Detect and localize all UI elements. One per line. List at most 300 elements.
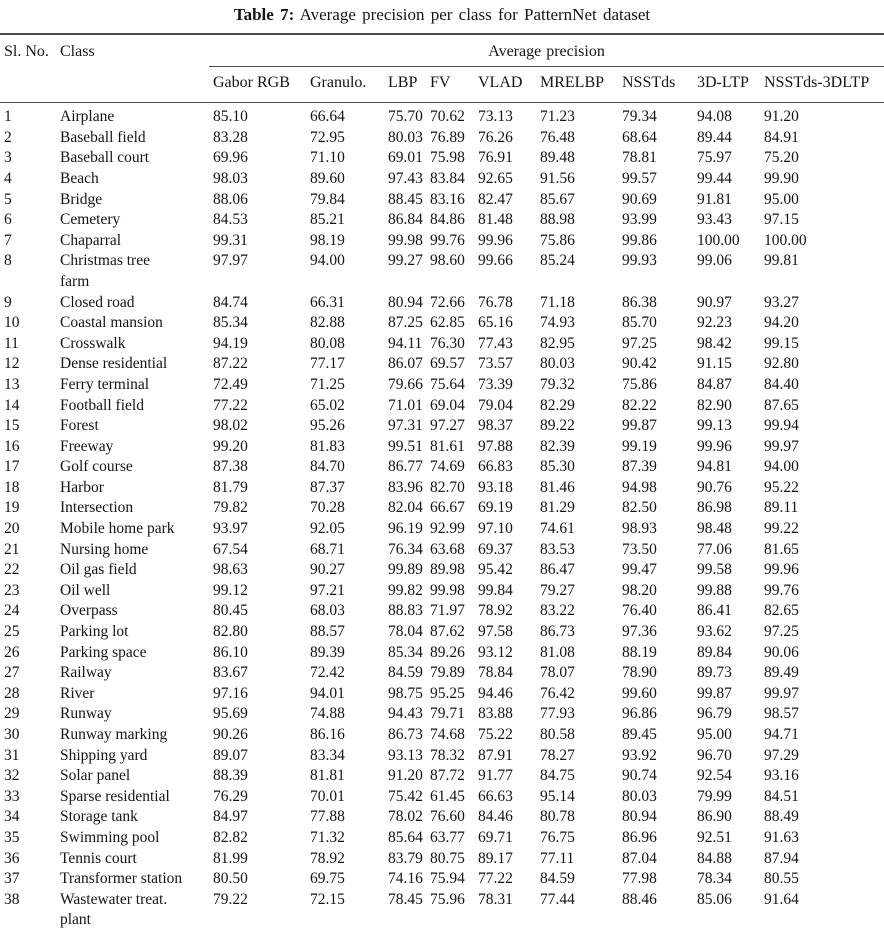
value-cell: 82.47 xyxy=(478,190,513,208)
table-row xyxy=(0,540,884,561)
value-cell: 85.21 xyxy=(310,211,345,229)
value-cell: 94.11 xyxy=(388,334,423,352)
table-row xyxy=(0,457,884,478)
sl-no-cell: 15 xyxy=(4,417,20,435)
value-cell: 94.20 xyxy=(764,314,799,332)
sl-no-cell: 3 xyxy=(4,149,12,167)
value-cell: 84.97 xyxy=(213,808,248,826)
value-cell: 87.62 xyxy=(430,623,465,641)
value-cell: 77.06 xyxy=(697,540,732,558)
value-cell: 83.53 xyxy=(540,540,575,558)
value-cell: 82.22 xyxy=(622,396,657,414)
value-cell: 99.20 xyxy=(213,437,248,455)
value-cell: 80.03 xyxy=(540,355,575,373)
value-cell: 80.03 xyxy=(622,787,657,805)
class-cell: Storage tank xyxy=(60,808,138,826)
value-cell: 93.99 xyxy=(622,211,657,229)
sl-no-cell: 4 xyxy=(4,169,12,187)
span-header-average-precision: Average precision xyxy=(209,34,884,66)
value-cell: 83.34 xyxy=(310,746,345,764)
value-cell: 76.26 xyxy=(478,128,513,146)
value-cell: 92.65 xyxy=(478,169,513,187)
value-cell: 78.90 xyxy=(622,664,657,682)
value-cell: 86.98 xyxy=(697,499,732,517)
table-row xyxy=(0,684,884,705)
col-header-granulo: Granulo. xyxy=(306,66,384,103)
value-cell: 92.80 xyxy=(764,355,799,373)
table-row xyxy=(0,725,884,746)
sl-no-cell: 29 xyxy=(4,705,20,723)
value-cell: 88.98 xyxy=(540,211,575,229)
class-cell: Chaparral xyxy=(60,231,122,249)
value-cell: 99.96 xyxy=(478,231,513,249)
class-cell: Solar panel xyxy=(60,767,131,785)
value-cell: 98.19 xyxy=(310,231,345,249)
value-cell: 86.90 xyxy=(697,808,732,826)
value-cell: 86.38 xyxy=(622,293,657,311)
table-row xyxy=(0,519,884,540)
value-cell: 78.92 xyxy=(478,602,513,620)
sl-no-cell: 26 xyxy=(4,643,20,661)
value-cell: 76.78 xyxy=(478,293,513,311)
value-cell: 75.22 xyxy=(478,726,513,743)
value-cell: 99.76 xyxy=(764,581,799,599)
class-cell: Swimming pool xyxy=(60,828,160,846)
value-cell: 74.68 xyxy=(430,726,465,743)
value-cell: 91.63 xyxy=(764,828,799,846)
value-cell: 77.17 xyxy=(310,355,345,373)
value-cell: 87.94 xyxy=(764,849,799,867)
value-cell: 72.66 xyxy=(430,293,465,311)
value-cell: 73.50 xyxy=(622,540,657,558)
value-cell: 99.66 xyxy=(478,252,513,270)
value-cell: 99.87 xyxy=(622,417,657,435)
value-cell: 82.65 xyxy=(764,602,799,620)
value-cell: 93.92 xyxy=(622,746,657,764)
value-cell: 93.97 xyxy=(213,520,248,538)
value-cell: 66.83 xyxy=(478,458,513,476)
value-cell: 90.27 xyxy=(310,561,345,579)
class-cell: Baseball field xyxy=(60,128,146,146)
value-cell: 95.26 xyxy=(310,417,345,435)
table-row xyxy=(0,581,884,602)
value-cell: 80.94 xyxy=(388,293,423,311)
value-cell: 70.28 xyxy=(310,499,345,517)
value-cell: 85.64 xyxy=(388,828,423,846)
value-cell: 76.40 xyxy=(622,602,657,620)
sl-no-cell: 9 xyxy=(4,293,12,311)
table-row xyxy=(0,807,884,828)
class-cell: Airplane xyxy=(60,108,115,126)
value-cell: 74.61 xyxy=(540,520,575,538)
col-header-lbp: LBP xyxy=(384,66,426,103)
value-cell: 80.55 xyxy=(764,870,799,888)
value-cell: 90.42 xyxy=(622,355,657,373)
value-cell: 81.08 xyxy=(540,643,575,661)
value-cell: 93.13 xyxy=(388,746,423,764)
value-cell: 91.20 xyxy=(764,108,799,126)
class-cell: Beach xyxy=(60,169,99,187)
value-cell: 77.22 xyxy=(213,396,248,414)
value-cell: 87.04 xyxy=(622,849,657,867)
value-cell: 80.78 xyxy=(540,808,575,826)
value-cell: 82.95 xyxy=(540,334,575,352)
value-cell: 97.21 xyxy=(310,581,345,599)
sl-no-cell: 27 xyxy=(4,664,20,682)
value-cell: 96.79 xyxy=(697,705,732,723)
sl-no-cell: 19 xyxy=(4,499,20,517)
sl-no-cell: 24 xyxy=(4,602,20,620)
value-cell: 94.71 xyxy=(764,726,799,743)
value-cell: 71.32 xyxy=(310,828,345,846)
table-row xyxy=(0,766,884,787)
value-cell: 89.17 xyxy=(478,849,513,867)
value-cell: 84.51 xyxy=(764,787,799,805)
sl-no-cell: 31 xyxy=(4,746,20,764)
value-cell: 76.42 xyxy=(540,684,575,702)
table-row xyxy=(0,498,884,519)
value-cell: 99.22 xyxy=(764,520,799,538)
value-cell: 80.45 xyxy=(213,602,248,620)
value-cell: 86.41 xyxy=(697,602,732,620)
value-cell: 74.88 xyxy=(310,705,345,723)
value-cell: 99.84 xyxy=(478,581,513,599)
table-row xyxy=(0,375,884,396)
table-row xyxy=(0,849,884,870)
value-cell: 84.46 xyxy=(478,808,513,826)
value-cell: 84.87 xyxy=(697,375,732,393)
value-cell: 71.01 xyxy=(388,396,423,414)
value-cell: 86.96 xyxy=(622,828,657,846)
table-row xyxy=(0,416,884,437)
value-cell: 76.34 xyxy=(388,540,423,558)
col-header-fv: FV xyxy=(426,66,474,103)
sl-no-cell: 2 xyxy=(4,128,12,146)
value-cell: 94.00 xyxy=(310,252,345,270)
value-cell: 78.31 xyxy=(478,890,513,908)
sl-no-cell: 6 xyxy=(4,211,12,229)
value-cell: 88.39 xyxy=(213,767,248,785)
value-cell: 87.65 xyxy=(764,396,799,414)
value-cell: 76.75 xyxy=(540,828,575,846)
value-cell: 99.58 xyxy=(697,561,732,579)
value-cell: 76.89 xyxy=(430,128,465,146)
sl-no-cell: 38 xyxy=(4,890,20,908)
sl-no-cell: 13 xyxy=(4,375,20,393)
value-cell: 71.25 xyxy=(310,375,345,393)
col-header-vlad: VLAD xyxy=(474,66,536,103)
table-caption-label: Table 7: xyxy=(233,5,295,24)
value-cell: 88.83 xyxy=(388,602,423,620)
value-cell: 63.77 xyxy=(430,828,465,846)
value-cell: 84.74 xyxy=(213,293,248,311)
value-cell: 98.75 xyxy=(388,684,423,702)
value-cell: 73.13 xyxy=(478,108,513,126)
value-cell: 93.27 xyxy=(764,293,799,311)
class-cell: Harbor xyxy=(60,478,104,496)
value-cell: 74.69 xyxy=(430,458,465,476)
value-cell: 97.15 xyxy=(764,211,799,229)
value-cell: 82.90 xyxy=(697,396,732,414)
class-cell: Tennis court xyxy=(60,849,137,867)
value-cell: 71.10 xyxy=(310,149,345,167)
value-cell: 93.12 xyxy=(478,643,513,661)
value-cell: 83.28 xyxy=(213,128,248,146)
sl-no-cell: 37 xyxy=(4,870,20,888)
value-cell: 85.06 xyxy=(697,890,732,908)
value-cell: 95.22 xyxy=(764,478,799,496)
sl-no-cell: 21 xyxy=(4,540,20,558)
value-cell: 97.25 xyxy=(622,334,657,352)
value-cell: 83.84 xyxy=(430,169,465,187)
table-row xyxy=(0,396,884,417)
class-cell: Parking space xyxy=(60,643,147,661)
value-cell: 94.46 xyxy=(478,684,513,702)
value-cell: 74.16 xyxy=(388,870,423,888)
value-cell: 86.73 xyxy=(540,623,575,641)
value-cell: 99.98 xyxy=(388,231,423,249)
class-cell: Nursing home xyxy=(60,540,149,558)
class-cell: Intersection xyxy=(60,499,134,517)
value-cell: 77.11 xyxy=(540,849,575,867)
value-cell: 99.88 xyxy=(697,581,732,599)
table-row xyxy=(0,148,884,169)
value-cell: 79.22 xyxy=(213,890,248,908)
value-cell: 78.34 xyxy=(697,870,732,888)
value-cell: 70.62 xyxy=(430,108,465,126)
value-cell: 98.37 xyxy=(478,417,513,435)
sl-no-cell: 1 xyxy=(4,108,12,126)
value-cell: 73.57 xyxy=(478,355,513,373)
col-header-nsstds: NSSTds xyxy=(618,66,693,103)
value-cell: 92.51 xyxy=(697,828,732,846)
sl-no-cell: 23 xyxy=(4,581,20,599)
value-cell: 91.56 xyxy=(540,169,575,187)
value-cell: 83.67 xyxy=(213,664,248,682)
value-cell: 98.57 xyxy=(764,705,799,723)
value-cell: 68.64 xyxy=(622,128,657,146)
value-cell: 79.32 xyxy=(540,375,575,393)
value-cell: 82.82 xyxy=(213,828,248,846)
class-cell: Mobile home park xyxy=(60,520,175,538)
value-cell: 78.32 xyxy=(430,746,465,764)
average-precision-table xyxy=(0,33,884,929)
value-cell: 75.94 xyxy=(430,870,465,888)
value-cell: 81.81 xyxy=(310,767,345,785)
value-cell: 84.53 xyxy=(213,211,248,229)
value-cell: 78.92 xyxy=(310,849,345,867)
value-cell: 75.42 xyxy=(388,787,423,805)
value-cell: 88.46 xyxy=(622,890,657,908)
value-cell: 83.96 xyxy=(388,478,423,496)
value-cell: 94.19 xyxy=(213,334,248,352)
table-row xyxy=(0,190,884,211)
value-cell: 95.14 xyxy=(540,787,575,805)
value-cell: 91.15 xyxy=(697,355,732,373)
table-row xyxy=(0,560,884,581)
value-cell: 76.91 xyxy=(478,149,513,167)
value-cell: 89.48 xyxy=(540,149,575,167)
value-cell: 96.86 xyxy=(622,705,657,723)
table-row xyxy=(0,622,884,643)
value-cell: 98.48 xyxy=(697,520,732,538)
value-cell: 79.34 xyxy=(622,108,657,126)
value-cell: 80.94 xyxy=(622,808,657,826)
value-cell: 99.15 xyxy=(764,334,799,352)
value-cell: 99.47 xyxy=(622,561,657,579)
col-header-gabor-rgb: Gabor RGB xyxy=(209,66,306,103)
value-cell: 95.25 xyxy=(430,684,465,702)
col-header-nsstds-3dltp: NSSTds-3DLTP xyxy=(760,66,884,103)
table-row xyxy=(0,787,884,808)
value-cell: 81.46 xyxy=(540,478,575,496)
value-cell: 84.86 xyxy=(430,211,465,229)
value-cell: 75.86 xyxy=(622,375,657,393)
value-cell: 88.57 xyxy=(310,623,345,641)
table-row xyxy=(0,828,884,849)
value-cell: 86.84 xyxy=(388,211,423,229)
value-cell: 94.43 xyxy=(388,705,423,723)
value-cell: 88.49 xyxy=(764,808,799,826)
value-cell: 80.75 xyxy=(430,849,465,867)
value-cell: 70.01 xyxy=(310,787,345,805)
value-cell: 69.01 xyxy=(388,149,423,167)
value-cell: 87.39 xyxy=(622,458,657,476)
table-row xyxy=(0,601,884,622)
class-cell: Christmas tree farm xyxy=(60,252,150,290)
value-cell: 99.81 xyxy=(764,252,799,270)
sl-no-cell: 5 xyxy=(4,190,12,208)
value-cell: 97.29 xyxy=(764,746,799,764)
value-cell: 98.42 xyxy=(697,334,732,352)
value-cell: 95.00 xyxy=(764,190,799,208)
sl-no-cell: 22 xyxy=(4,561,20,579)
sl-no-cell: 34 xyxy=(4,808,20,826)
table-row xyxy=(0,704,884,725)
value-cell: 95.42 xyxy=(478,561,513,579)
table-row xyxy=(0,169,884,190)
class-cell: Parking lot xyxy=(60,623,129,641)
value-cell: 95.69 xyxy=(213,705,248,723)
header-row-top xyxy=(0,34,884,66)
class-cell: Ferry terminal xyxy=(60,375,150,393)
value-cell: 99.89 xyxy=(388,561,423,579)
value-cell: 75.86 xyxy=(540,231,575,249)
value-cell: 85.34 xyxy=(213,314,248,332)
value-cell: 99.44 xyxy=(697,169,732,187)
value-cell: 73.39 xyxy=(478,375,513,393)
value-cell: 75.98 xyxy=(430,149,465,167)
value-cell: 99.93 xyxy=(622,252,657,270)
value-cell: 61.45 xyxy=(430,787,465,805)
value-cell: 69.96 xyxy=(213,149,248,167)
value-cell: 76.48 xyxy=(540,128,575,146)
value-cell: 92.99 xyxy=(430,520,465,538)
value-cell: 89.26 xyxy=(430,643,465,661)
value-cell: 97.58 xyxy=(478,623,513,641)
value-cell: 85.24 xyxy=(540,252,575,270)
table-row xyxy=(0,103,884,128)
class-cell: Overpass xyxy=(60,602,118,620)
value-cell: 78.02 xyxy=(388,808,423,826)
value-cell: 86.73 xyxy=(388,726,423,743)
class-cell: Shipping yard xyxy=(60,746,148,764)
value-cell: 86.47 xyxy=(540,561,575,579)
value-cell: 82.70 xyxy=(430,478,465,496)
value-cell: 78.81 xyxy=(622,149,657,167)
value-cell: 89.22 xyxy=(540,417,575,435)
sl-no-cell: 14 xyxy=(4,396,20,414)
value-cell: 82.50 xyxy=(622,499,657,517)
value-cell: 91.64 xyxy=(764,890,799,908)
value-cell: 91.77 xyxy=(478,767,513,785)
table-header xyxy=(0,34,884,103)
value-cell: 79.71 xyxy=(430,705,465,723)
col-header-3d-ltp: 3D-LTP xyxy=(693,66,760,103)
value-cell: 93.18 xyxy=(478,478,513,496)
value-cell: 69.71 xyxy=(478,828,513,846)
value-cell: 93.62 xyxy=(697,623,732,641)
class-cell: Oil gas field xyxy=(60,561,137,579)
value-cell: 63.68 xyxy=(430,540,465,558)
value-cell: 87.38 xyxy=(213,458,248,476)
value-cell: 89.07 xyxy=(213,746,248,764)
value-cell: 78.84 xyxy=(478,664,513,682)
value-cell: 66.31 xyxy=(310,293,345,311)
value-cell: 89.39 xyxy=(310,643,345,661)
value-cell: 98.93 xyxy=(622,520,657,538)
sl-no-cell: 25 xyxy=(4,623,20,641)
value-cell: 100.00 xyxy=(697,231,740,249)
value-cell: 84.75 xyxy=(540,767,575,785)
value-cell: 83.16 xyxy=(430,190,465,208)
value-cell: 69.75 xyxy=(310,870,345,888)
value-cell: 100.00 xyxy=(764,231,807,249)
class-cell: Football field xyxy=(60,396,144,414)
value-cell: 94.08 xyxy=(697,108,732,126)
value-cell: 99.94 xyxy=(764,417,799,435)
value-cell: 94.00 xyxy=(764,458,799,476)
value-cell: 83.79 xyxy=(388,849,423,867)
value-cell: 79.99 xyxy=(697,787,732,805)
value-cell: 88.45 xyxy=(388,190,423,208)
value-cell: 86.16 xyxy=(310,726,345,743)
value-cell: 78.27 xyxy=(540,746,575,764)
value-cell: 86.07 xyxy=(388,355,423,373)
value-cell: 97.36 xyxy=(622,623,657,641)
value-cell: 69.04 xyxy=(430,396,465,414)
value-cell: 89.45 xyxy=(622,726,657,743)
value-cell: 99.19 xyxy=(622,437,657,455)
value-cell: 69.37 xyxy=(478,540,513,558)
value-cell: 81.48 xyxy=(478,211,513,229)
value-cell: 99.87 xyxy=(697,684,732,702)
value-cell: 72.49 xyxy=(213,375,248,393)
value-cell: 78.07 xyxy=(540,664,575,682)
table-row xyxy=(0,746,884,767)
value-cell: 65.02 xyxy=(310,396,345,414)
value-cell: 93.43 xyxy=(697,211,732,229)
table-row xyxy=(0,890,884,929)
value-cell: 71.23 xyxy=(540,108,575,126)
class-cell: Bridge xyxy=(60,190,103,208)
value-cell: 99.82 xyxy=(388,581,423,599)
value-cell: 89.44 xyxy=(697,128,732,146)
table-body xyxy=(0,103,884,929)
class-cell: Golf course xyxy=(60,458,133,476)
sl-no-cell: 33 xyxy=(4,787,20,805)
value-cell: 80.50 xyxy=(213,870,248,888)
